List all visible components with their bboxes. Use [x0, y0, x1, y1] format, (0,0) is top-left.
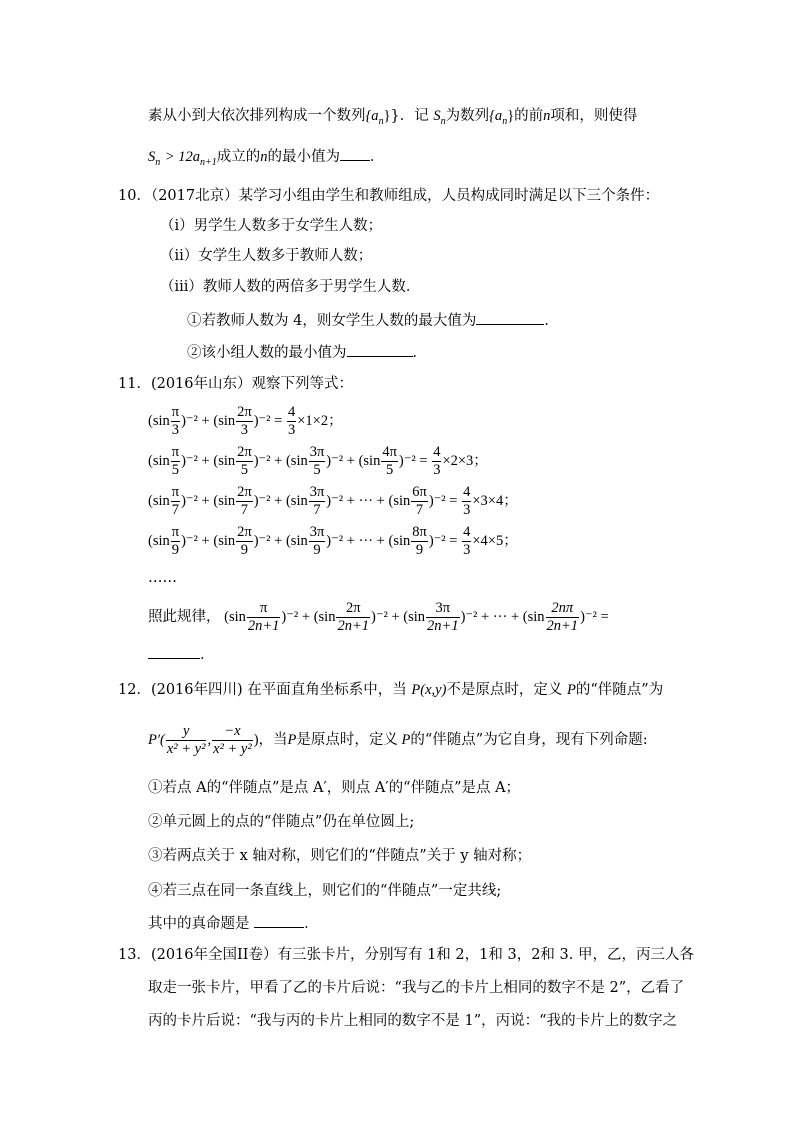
q11-answer-line [148, 644, 215, 665]
q10-condition-2: （ⅱ）女学生人数多于教师人数； [160, 248, 373, 264]
q13-line-1: 13．(2016年全国II卷）有三张卡片，分别写有 1和 2，1和 3，2和 3. 甲，乙，丙三人各 [118, 947, 694, 963]
seq-symbol-2: $\{a_n\}$ [489, 108, 515, 127]
q13-line-2: 取走一张卡片，甲看了乙的卡片后说：“我与乙的卡片上相同的数字不是 2”，乙看了 [148, 980, 685, 996]
period: ． [544, 313, 559, 329]
q10-s2-text: ②该小组人数的最小值为 [187, 345, 347, 361]
q12-proposition-3: ③若两点关于 x 轴对称，则它们的“伴随点”关于 y 轴对称； [148, 848, 532, 864]
intro-line-1 [148, 106, 637, 126]
intro-text-5: 项和，则使得 [550, 108, 638, 124]
q10-condition-3: （ⅲ）教师人数的两倍多于男学生人数． [160, 279, 421, 295]
q12-proposition-2: ②单元圆上的点的“伴随点”仍在单位圆上; [148, 814, 415, 830]
period: ． [370, 149, 385, 165]
q11-equation-4: (sin $\frac{\pi}{9}$ )⁻² + (sin $\frac{2\pi}{9}$ )⁻² + (sin $\frac{3\pi}{9}$ )⁻² + ··· + (sin $\frac{8\pi}{9}$ )⁻² = $\frac{4}{3}$ ×4×5； [148, 524, 518, 559]
q12-answer-label: 其中的真命题是 [148, 916, 250, 932]
q11-head: 11．(2016年山东）观察下列等式： [118, 376, 354, 392]
q10-blank-2[interactable] [347, 342, 413, 357]
q10-blank-1[interactable] [476, 310, 544, 325]
q10-condition-1: （ⅰ）男学生人数多于女学生人数； [160, 218, 383, 234]
q10-subquestion-2 [187, 342, 427, 363]
n-symbol: n [543, 108, 551, 124]
period: ． [304, 916, 319, 932]
q12-head: 12．(2016年四川) 在平面直角坐标系中，当 P(x,y)不是原点时，定义 P的“伴随点”为 [118, 682, 664, 698]
q10-s1-text: ①若教师人数为 4，则女学生人数的最大值为 [187, 313, 477, 329]
q12-blank[interactable] [254, 913, 304, 928]
q11-gen-label: 照此规律， [148, 609, 221, 625]
n-symbol-2: n [260, 149, 268, 165]
q10-head: 10．（2017北京）某学习小组由学生和教师组成，人员构成同时满足以下三个条件： [118, 188, 660, 204]
q11-general-formula: 照此规律， (sin $\frac{\pi}{2n+1}$ )⁻² + (sin $\frac{2\pi}{2n+1}$ )⁻² + (sin $\frac{3\pi}{2n+1}$ )⁻² + ··· + (sin $\frac{2n\pi}{2n+1}$ )⁻² = [148, 600, 609, 635]
q11-equation-1: (sin $\frac{\pi}{3}$ )⁻² + (sin $\frac{2\pi}{3}$ )⁻² = $\frac{4}{3}$ ×1×2； [148, 404, 343, 439]
q12-proposition-1: ①若点 A的“伴随点”是点 A′，则点 A′的“伴随点”是点 A； [148, 780, 521, 796]
intro-text-2: }．记 [390, 108, 429, 124]
q10-subquestion-1 [187, 310, 559, 331]
intro-text: 素从小到大依次排列构成一个数列 [148, 108, 366, 124]
q12-definition: P′( $\frac{y}{\text{x² + y²}}$ , $\frac{-x}{\text{x² + y²}}$ )，当P是原点时，定义 P的“伴随点”为它自身，现有下列命题: [148, 723, 648, 758]
q13-line-3: 丙的卡片后说：“我与丙的卡片上相同的数字不是 1”，丙说：“我的卡片上的数字之 [148, 1013, 678, 1029]
q12-proposition-4: ④若三点在同一条直线上，则它们的“伴随点”一定共线; [148, 883, 502, 899]
s-symbol: $S_n$ [433, 108, 446, 127]
q12-answer-line [148, 913, 319, 934]
inequality: > $12a_{n+1}$ [164, 149, 217, 168]
s-symbol-2: $S_n$ [148, 149, 161, 168]
answer-blank[interactable] [340, 146, 370, 161]
intro-text-4: 的前 [514, 108, 544, 124]
q11-equation-3: (sin $\frac{\pi}{7}$ )⁻² + (sin $\frac{2\pi}{7}$ )⁻² + (sin $\frac{3\pi}{7}$ )⁻² + ··· + (sin $\frac{6\pi}{7}$ )⁻² = $\frac{4}{3}$ ×3×4； [148, 484, 518, 519]
intro-text-3: 为数列 [445, 108, 490, 124]
period: ． [412, 345, 427, 361]
q12-point-pxy: P(x,y) [411, 682, 447, 698]
q12-head-text: 12．(2016年四川) 在平面直角坐标系中，当 [118, 682, 407, 698]
intro-text-6: 成立的 [216, 149, 261, 165]
intro-text-7: 的最小值为 [267, 149, 341, 165]
period: ． [200, 647, 215, 663]
seq-symbol: $\{a_n\}$ [365, 108, 391, 127]
q11-blank[interactable] [148, 644, 200, 659]
intro-line-2 [148, 146, 385, 167]
q11-ellipsis: …… [148, 570, 177, 586]
q11-equation-2: (sin $\frac{\pi}{5}$ )⁻² + (sin $\frac{2\pi}{5}$ )⁻² + (sin $\frac{3\pi}{5}$ )⁻² + (sin $\frac{4\pi}{5}$ )⁻² = $\frac{4}{3}$ ×2×3； [148, 444, 488, 479]
